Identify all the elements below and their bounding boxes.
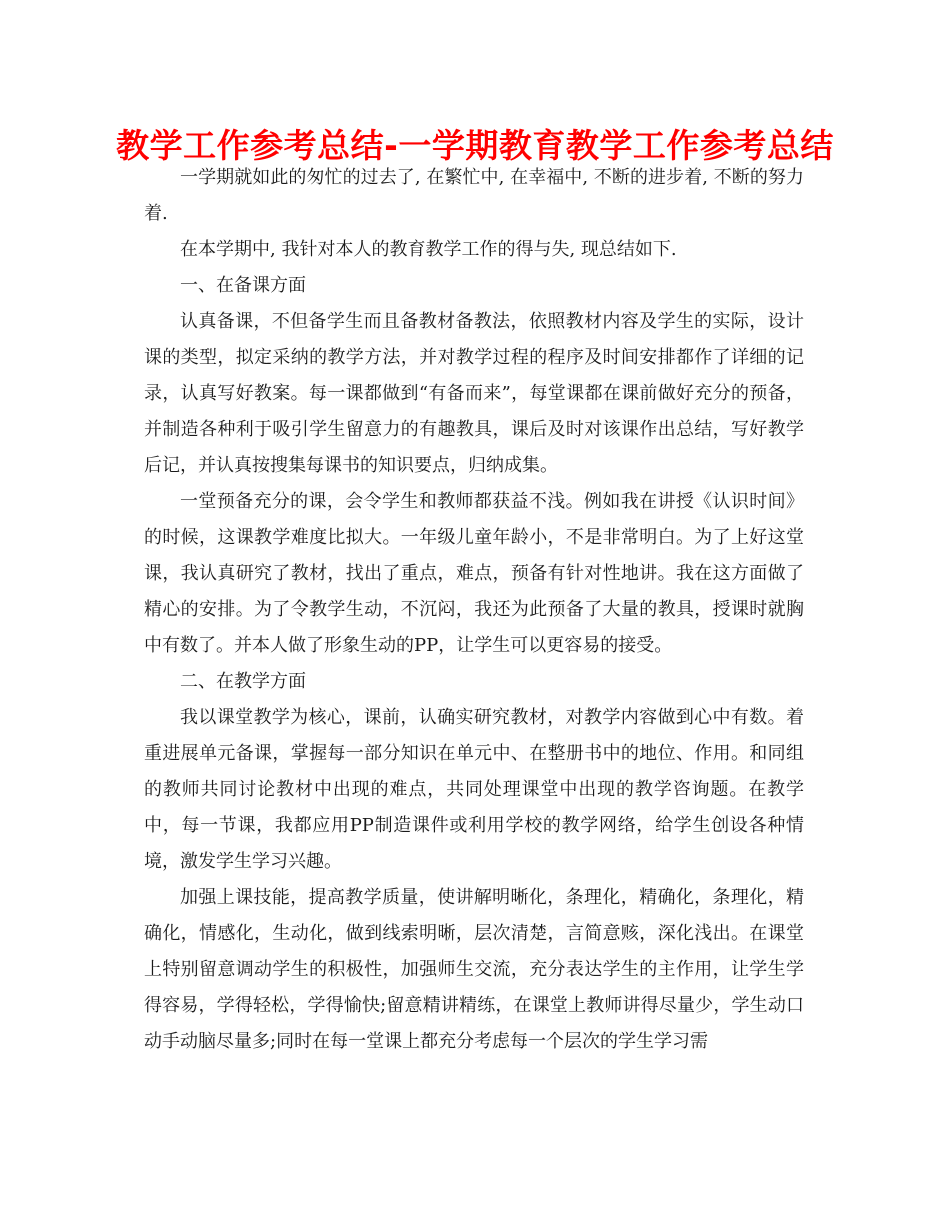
paragraph-summary-lead: 在本学期中, 我针对本人的教育教学工作的得与失, 现总结如下. <box>180 239 677 260</box>
paragraph-lesson-prep: 认真备课，不但备学生而且备教材备教法，依照教材内容及学生的实际，设计课的类型，拟定采纳的教学方法，并对教学过程的程序及时间安排都作了详细的记录，认真写好教案。每一课都做到“有备而来”，每堂课都在课前做好充分的预备，并制造各种利于吸引学生留意力的有趣教具，课后及时对该课作出总结，写好教学后记，并认真按搜集每课书的知识要点，归纳成集。 <box>144 311 804 476</box>
paragraph-lesson-example: 一堂预备充分的课，会令学生和教师都获益不浅。例如我在讲授《认识时间》的时候，这课教学难度比拟大。一年级儿童年龄小，不是非常明白。为了上好这堂课，我认真研究了教材，找出了重点，难点，预备有针对性地讲。我在这方面做了精心的安排。为了令教学生动，不沉闷，我还为此预备了大量的教具，授课时就胸中有数了。并本人做了形象生动的PP，让学生可以更容易的接受。 <box>144 491 804 656</box>
section-heading-lesson-prep: 一、在备课方面 <box>180 275 306 296</box>
section-heading-teaching: 二、在教学方面 <box>180 671 306 692</box>
document-title: 教学工作参考总结-一学期教育教学工作参考总结 <box>116 126 834 165</box>
paragraph-intro: 一学期就如此的匆忙的过去了, 在繁忙中, 在幸福中, 不断的进步着, 不断的努力着. <box>144 167 804 224</box>
document-body <box>144 160 804 1060</box>
paragraph-teaching: 我以课堂教学为核心，课前，认确实研究教材，对教学内容做到心中有数。着重进展单元备课，掌握每一部分知识在单元中、在整册书中的地位、作用。和同组的教师共同讨论教材中出现的难点，共同处理课堂中出现的教学咨询题。在教学中，每一节课，我都应用PP制造课件或利用学校的教学网络，给学生创设各种情境，激发学生学习兴趣。 <box>144 707 804 872</box>
paragraph-teaching-skills: 加强上课技能，提高教学质量，使讲解明晰化，条理化，精确化，条理化，精确化，情感化，生动化，做到线索明晰，层次清楚，言简意赅，深化浅出。在课堂上特别留意调动学生的积极性，加强师生交流，充分表达学生的主作用，让学生学得容易，学得轻松，学得愉快;留意精讲精练，在课堂上教师讲得尽量少，学生动口动手动脑尽量多;同时在每一堂课上都充分考虑每一个层次的学生学习需 <box>144 887 804 1052</box>
